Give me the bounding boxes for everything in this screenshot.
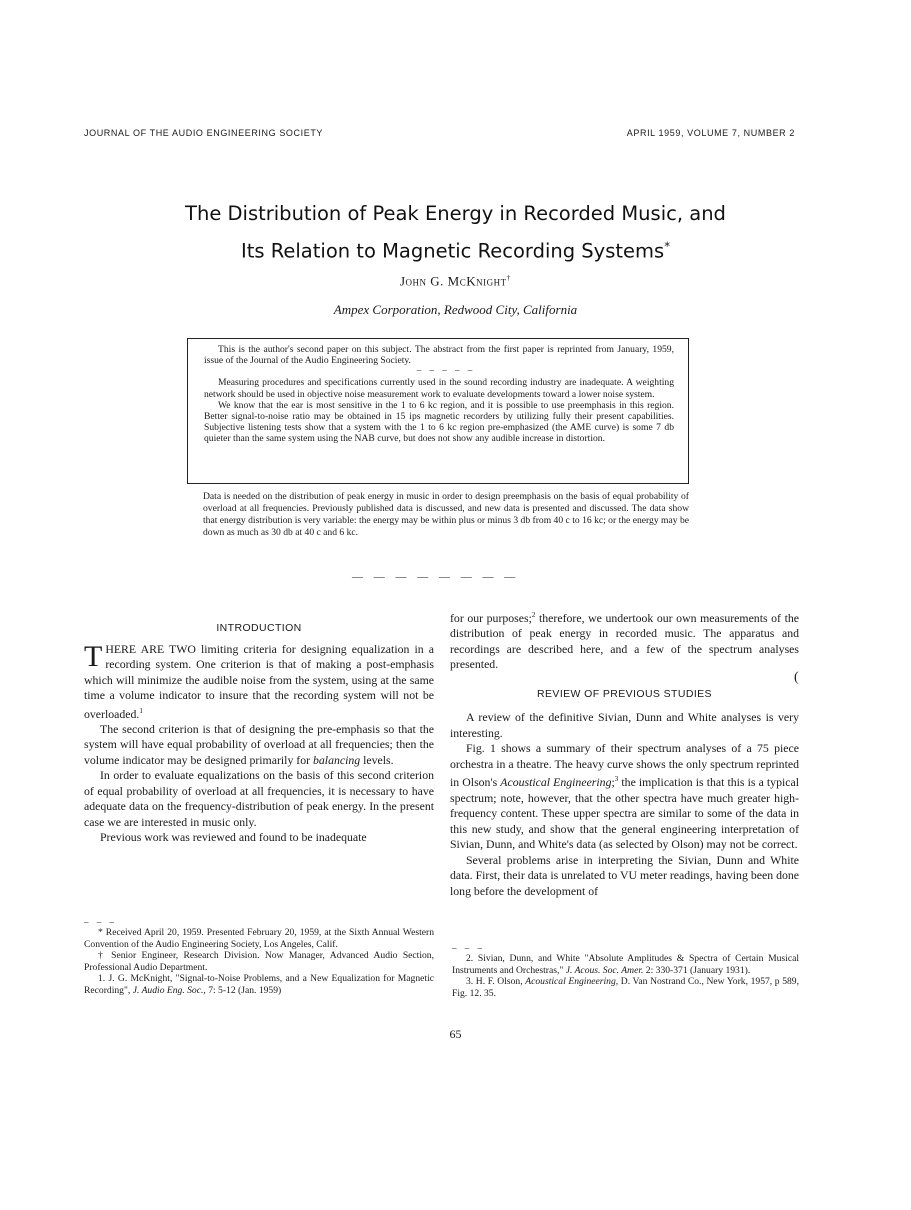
title-footnote-mark: * xyxy=(664,239,671,253)
review-paragraph-2: Fig. 1 shows a summary of their spectrum analyses of a 75 piece orchestra in a theatre. The heavy curve shows the only spectrum reprinted in Olson's Acoustical Engineering;$^3$ the implication is that this is a typical spectrum; note, however, that the other spectra have much greater high-frequency content. These upper spectra are similar to some of the data in this new study, and show that the general engineering interpretation of Sivian, Dunn, and White's data (as selected by Olson) may not be correct. xyxy=(450,741,800,852)
journal-header: JOURNAL OF THE AUDIO ENGINEERING SOCIETY xyxy=(84,128,324,138)
intro-paragraph-2: The second criterion is that of designing the pre-emphasis so that the system will have equal probability of overload at all frequencies; then the volume indicator may be designed primarily for balancing levels. xyxy=(84,721,434,767)
footnotes-left xyxy=(84,917,434,996)
footnotes-right xyxy=(452,943,799,999)
author-name: John G. McKnight xyxy=(399,273,507,289)
footnote-3: 3. H. F. Olson, Acoustical Engineering, D. Van Nostrand Co., New York, 1957, p 589, Fig. 12. 35. xyxy=(452,976,799,999)
issue-header: APRIL 1959, VOLUME 7, NUMBER 2 xyxy=(626,128,795,138)
intro-paragraph-1: THERE ARE TWO limiting criteria for designing equalization in a recording system. One criterion is that of making a post-emphasis which will minimize the audible noise from the system, using at the same time a volume indicator to insure that the recording system will not be overloaded.$^1$ xyxy=(84,639,434,721)
section-heading-introduction: INTRODUCTION xyxy=(216,622,302,634)
footnote-ref-1: 1 xyxy=(139,706,143,715)
footnote-rule-left: – – – xyxy=(84,917,117,927)
footnote-1: 1. J. G. McKnight, "Signal-to-Noise Problems, and a New Equalization for Magnetic Recording", J. Audio Eng. Soc., 7: 5-12 (Jan. 1959) xyxy=(84,973,434,996)
prior-abstract-p2: We know that the ear is most sensitive in the 1 to 6 kc region, and it is possible to use preemphasis in this region. Better signal-to-noise ratio may be obtained in 15 ips magnetic recorders by utilizing fully their present capabilities. Subjective listening tests show that a system with the 1 to 6 kc region pre-emphasized (the AME curve) is some 7 db quieter than the same system using the NAB curve, but does not show any audible increase in distortion. xyxy=(204,399,674,445)
footnote-ref-2: 2 xyxy=(531,611,536,619)
page-number: 65 xyxy=(449,1027,462,1041)
affiliation: Ampex Corporation, Redwood City, California xyxy=(333,302,578,317)
editor-note-intro: This is the author's second paper on this subject. The abstract from the first paper is reprinted from January, 1959, issue of the Journal of the Audio Engineering Society. xyxy=(204,344,674,367)
prior-abstract-p1: Measuring procedures and specifications currently used in the sound recording industry are inadequate. A weighting network should be used in objective noise measurement work to evaluate developments toward a lower noise system. xyxy=(204,377,674,400)
review-paragraph-3: Several problems arise in interpreting the Sivian, Dunn and White data. First, their data is unrelated to VU meter readings, having been done long before the development of xyxy=(450,852,799,898)
section-heading-review: REVIEW OF PREVIOUS STUDIES xyxy=(537,687,712,700)
right-column xyxy=(450,608,799,899)
intro-paragraph-3: In order to evaluate equalizations on the basis of this second criterion of equal probability of overload at all frequencies, it is necessary to have adequate data on the frequency-distribution of peak energy. In the present case we are interested in music only. xyxy=(84,768,434,829)
margin-mark: ( xyxy=(794,670,799,685)
drop-cap: T xyxy=(84,639,103,673)
left-column xyxy=(84,621,434,846)
paper-title xyxy=(0,197,911,268)
author-footnote-mark: † xyxy=(506,273,512,282)
footnote-2: 2. Sivian, Dunn, and White "Absolute Amplitudes & Spectra of Certain Musical Instruments and Orchestras," J. Acous. Soc. Amer. 2: 330-371 (January 1931). xyxy=(452,953,799,976)
title-line-1: The Distribution of Peak Energy in Recorded Music, and xyxy=(185,202,726,225)
footnote-ref-3: 3 xyxy=(614,775,619,784)
footnote-author: † Senior Engineer, Research Division. Now Manager, Advanced Audio Section, Professional Audio Department. xyxy=(84,950,434,973)
intro-paragraph-4: Previous work was reviewed and found to be inadequate xyxy=(100,830,367,845)
editor-note-separator: – – – – – xyxy=(416,365,476,376)
footnote-received: * Received April 20, 1959. Presented February 20, 1959, at the Sixth Annual Western Convention of the Audio Engineering Society, Los Angeles, Calif. xyxy=(84,927,434,950)
title-line-2: Its Relation to Magnetic Recording Systems* xyxy=(240,239,671,263)
continued-paragraph: for our purposes;$^2$ therefore, we undertook our own measurements of the distribution of peak energy in recorded music. The apparatus and recordings are described here, and a few of the spectrum analyses presented. xyxy=(450,610,799,672)
section-divider: — — — — — — — — xyxy=(352,571,520,583)
editor-note-box xyxy=(187,338,689,484)
author xyxy=(0,273,911,289)
footnote-rule-right: – – – xyxy=(452,943,485,953)
review-paragraph-1: A review of the definitive Sivian, Dunn and White analyses is very interesting. xyxy=(450,710,799,740)
abstract: Data is needed on the distribution of peak energy in music in order to design preemphasis on the basis of equal probability of overload at all frequencies. Previously published data is discussed, and new data is presented and discussed. The data show that energy distribution is very variable: the energy may be within plus or minus 3 db from 40 c to 16 kc; or the energy may be down as much as 30 db at 40 c and 6 kc. xyxy=(203,491,689,538)
